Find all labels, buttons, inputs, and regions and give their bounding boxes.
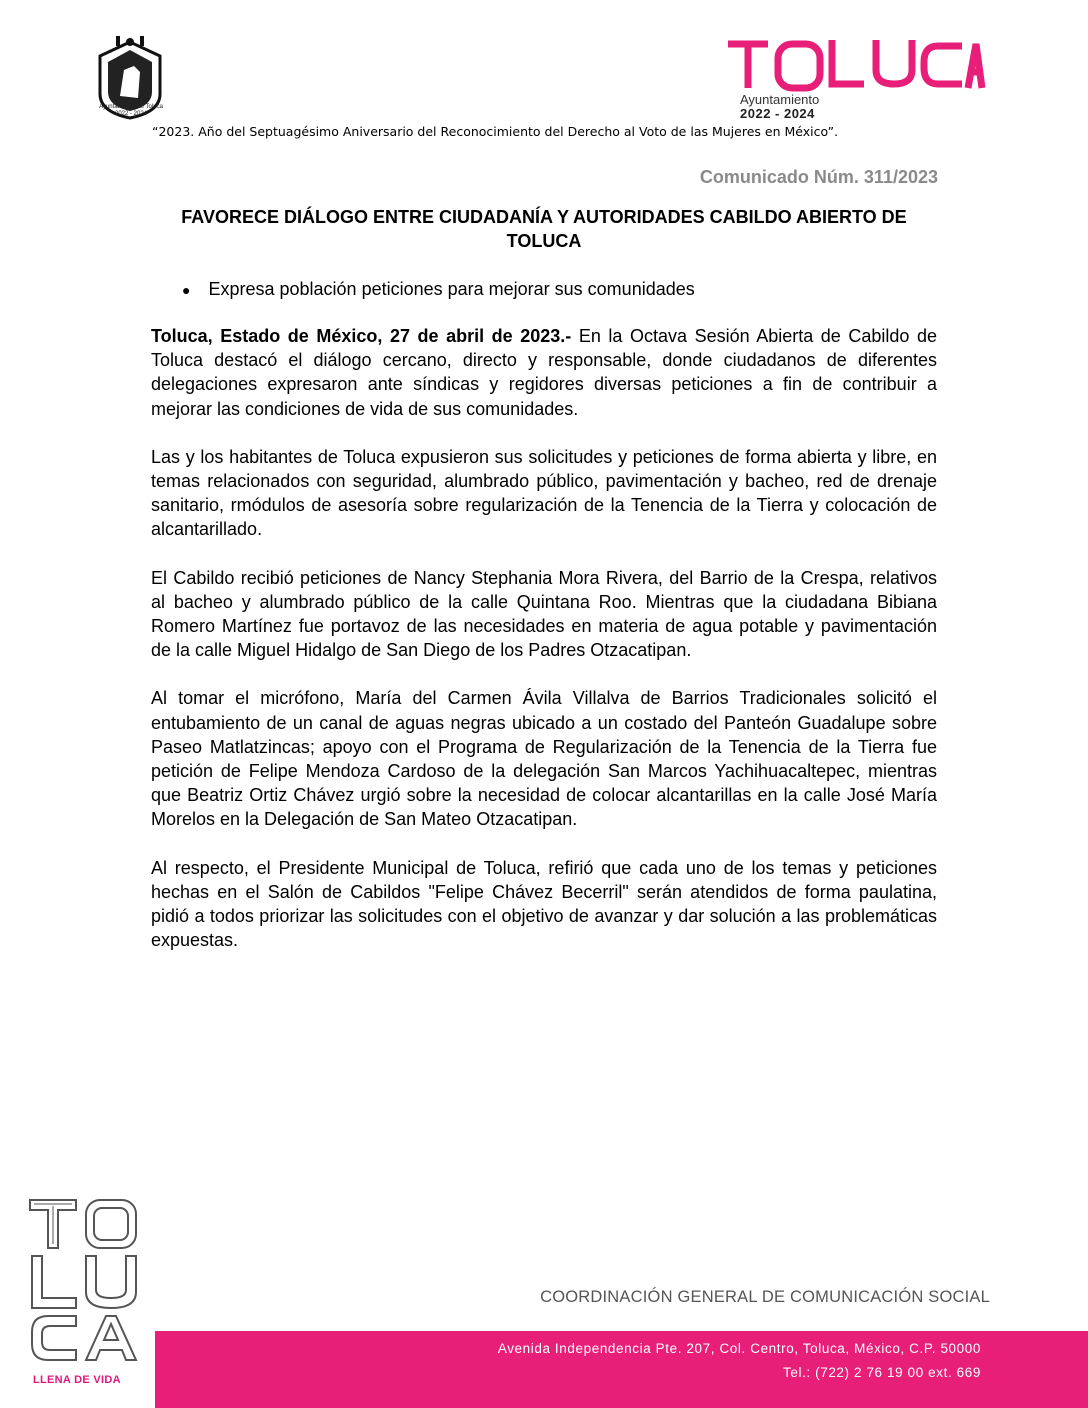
footer-phone: Tel.: (722) 2 76 19 00 ext. 669 <box>783 1365 981 1380</box>
department-name: COORDINACIÓN GENERAL DE COMUNICACIÓN SOCIAL <box>540 1288 990 1306</box>
seal-caption-line-1: Ayuntamiento de Toluca <box>99 104 163 110</box>
paragraph: Las y los habitantes de Toluca expusieron sus solicitudes y peticiones de forma abierta y libre, en temas relacionados con seguridad, alumbrado público, pavimentación y bacheo, red de drenaje sanitario, rmódulos de asesoría sobre regularización de la Tenencia de la Tierra y colocación de alcantarillado. <box>151 446 937 540</box>
footer-address: Avenida Independencia Pte. 207, Col. Centro, Toluca, México, C.P. 50000 <box>497 1341 981 1356</box>
ayuntamiento-label: Ayuntamiento <box>740 92 820 107</box>
paragraph-text: En la Octava Sesión Abierta de Cabildo de Toluca destacó el diálogo cercano, directo y responsable, donde ciudadanos de diferentes delegaciones expresaron ante síndicas y regidores diversas peticiones a fin de contribuir a mejorar las condiciones de vida de sus comunidades. <box>151 326 937 419</box>
footer-toluca-logo <box>28 1196 140 1366</box>
seal-caption <box>86 104 176 118</box>
summary-bullet-text: Expresa población peticiones para mejorar sus comunidades <box>208 279 695 299</box>
toluca-brand-logo <box>724 36 986 92</box>
summary-bullet <box>182 279 695 301</box>
bullet-dot-icon: ● <box>182 282 191 298</box>
paragraph: El Cabildo recibió peticiones de Nancy Stephania Mora Rivera, del Barrio de la Crespa, relativos al bacheo y alumbrado público de la calle Quintana Roo. Mientras que la ciudadana Bibiana Romero Martínez fue portavoz de las necesidades en materia de agua potable y pavimentación de la calle Miguel Hidalgo de San Diego de los Padres Otzacatipan. <box>151 567 937 661</box>
release-number: Comunicado Núm. 311/2023 <box>699 167 938 187</box>
year-motto: “2023. Año del Septuagésimo Aniversario del Reconocimiento del Derecho al Voto de las Mujeres en México”. <box>152 124 839 139</box>
paragraph: Al respecto, el Presidente Municipal de Toluca, refirió que cada uno de los temas y peticiones hechas en el Salón de Cabildos "Felipe Chávez Becerril" serán atendidos de forma paulatina, pidió a todos priorizar las solicitudes con el objetivo de avanzar y dar solución a las problemáticas expuestas. <box>151 857 937 951</box>
paragraph: Al tomar el micrófono, María del Carmen Ávila Villalva de Barrios Tradicionales solicitó el entubamiento de un canal de aguas negras ubicado a un costado del Panteón Guadalupe sobre Paseo Matlatzincas; apoyo con el Programa de Regularización de la Tenencia de la Tierra fue petición de Felipe Mendoza Cardoso de la delegación San Marcos Yachihuacaltepec, mientras que Beatriz Ortiz Chávez urgió sobre la necesidad de colocar alcantarillas en la calle José María Morelos en la Delegación de San Mateo Otzacatipan. <box>151 688 937 830</box>
dateline: Toluca, Estado de México, 27 de abril de 2023.- <box>151 326 572 346</box>
footer-tagline: LLENA DE VIDA <box>33 1374 121 1386</box>
article-body <box>151 324 937 976</box>
paragraph <box>151 324 937 421</box>
headline: FAVORECE DIÁLOGO ENTRE CIUDADANÍA Y AUTORIDADES CABILDO ABIERTO DE TOLUCA <box>181 207 907 251</box>
seal-caption-line-2: 2022 - 2024 <box>114 111 148 117</box>
ayuntamiento-years: 2022 - 2024 <box>740 106 815 121</box>
